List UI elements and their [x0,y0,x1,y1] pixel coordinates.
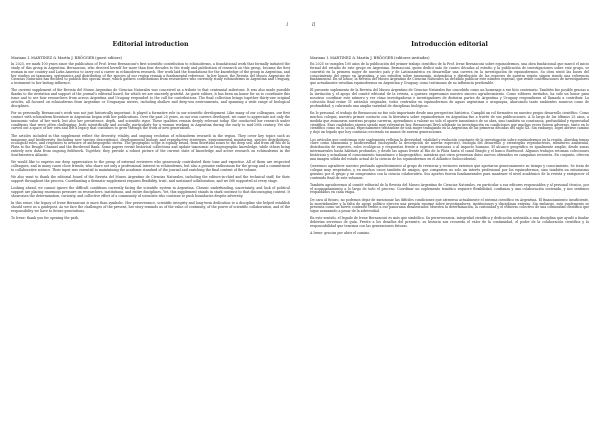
paragraph: En lo personal, el trabajo de Bernasconi no fue solo importante desde una perspectiva histórica. Cumplió un rol formativo en nuestro propio desarrollo científico. Como muchos colegas, nuestro primer contacto con la literatura sobre equinodermos en Argentina fue a través de sus publicaciones. A lo largo de los últimos 25 años, a medida que avanzaron nuestras propias carreras, aprendimos a valorar no solo el aporte taxonómico de su obra, sino también su constancia, profundidad y rigurosidad científica. Esas cualidades siguen siendo muy relevantes hoy. Bernasconi llevó adelante su investigación en condiciones que muchas veces fueron adversas, tanto en lo científico como en lo social, especialmente tratándose de una mujer trabajando en la Argentina de las primeras décadas del siglo XX. Sin embargo, logró abrirse camino y dejó un legado que hoy continúa creciendo en manos de nuevas generaciones. [310,111,589,135]
paragraph: Looking ahead, we cannot ignore the difficult conditions currently facing the scientific system in Argentina. Chronic underfunding, uncertainty, and lack of political support are placing enormous pressure on researchers, institutions, and entire disciplines. Yet, this supplement stands in stark contrast to that discouraging context. It showcases the determination, curiosity, and collective effort of a community of scientists who continue to push boundaries despite adversity. [11,186,290,198]
byline: Mariano I. MARTINEZ & Martín J. BRÖGGER (editores invitados) [310,56,430,60]
page-number: I [286,22,288,27]
byline: Mariano I. MARTINEZ & Martín J. BRÖGGER (guest editors) [11,56,122,60]
page-number: II [312,22,316,27]
paragraph: De cara al futuro, no podemos dejar de mencionar las difíciles condiciones que atraviesa actualmente el sistema científico en Argentina. El financiamiento insuficiente, la incertidumbre y la falta de apoyo político ejercen una presión enorme sobre investigadores, instituciones y disciplinas enteras. Sin embargo, este suplemento se presenta como un fuerte contraste frente a ese panorama desalentador. Muestra la determinación, la curiosidad y el esfuerzo colectivo de una comunidad científica que sigue avanzando a pesar de la adversidad. [310,197,589,214]
paragraph: En 2025 se cumplen 100 años de la publicación del primer trabajo científico de la Prof. Irene Bernasconi sobre equinodermos, una obra fundacional que marcó el inicio formal del estudio de este grupo en Argentina. Bernasconi, quien dedicó más de cuatro décadas al estudio y la publicación de investigaciones sobre este grupo, se convirtió en la primera mujer de nuestro país y de Latinoamérica en desarrollar una carrera en la investigación de equinodermos. Su obra sentó las bases del conocimiento del grupo en Argentina, y sus estudios sobre taxonomía, sistemática y distribución de las especies de nuestra región siguen siendo una referencia fundamental. En su honor, la Revista del Museo Argentino de Ciencias Naturales ha decidido publicar este número especial, que reúne contribuciones de investigadores que actualmente estudian equinodermos en Argentina y Uruguay, como testimonio de su influencia perdurable. [310,62,589,86]
paragraph: The current supplement of the Revista del Museo Argentino de Ciencias Naturales was conceived as a tribute to that centennial milestone. It was also made possible thanks to the invitation and support of the journal's editorial board, for which we are sincerely grateful. As guest editors, it has been an honor for us to coordinate this issue and to see how researchers from across Argentina and Uruguay responded to the call for contributions. The final collection brings together thirty-one original articles, all focused on echinoderms from Argentine or Uruguayan waters, including shallow and deep-sea environments, and spanning a wide range of biological disciplines. [11,88,290,108]
paragraph: We also want to thank the editorial board of the Revista del Museo Argentino de Ciencias Naturales, including the editors-in-chief and the technical staff, for their support throughout the process. Coordinating a thematic supplement requires flexibility, trust, and sustained collaboration, and we felt supported at every stage. [11,175,290,183]
paragraph: Queremos agradecer nuestro profundo agradecimiento al grupo de revisoras y revisores externos que aportaron generosamente su tiempo y conocimiento. Se trata de colegas muy respetados, y en muchos casos también de amigos, que comparten no solo un interés profesional por los equinodermos, sino también un entusiasmo genuino por el grupo y un compromiso con la ciencia colaborativa. Sus aportes fueron fundamentales para mantener el nivel académico de la revista y enriquecer el contenido final de este volumen. [310,163,589,180]
page-title: Introducción editorial [411,41,488,48]
paragraph: El presente suplemento de la Revista del Museo Argentino de Ciencias Naturales fue concebido como un homenaje a ese hito centenario. También fue posible gracias a la invitación y el apoyo del comité editorial de la revista, a quienes expresamos nuestro sincero agradecimiento. Como editores invitados, ha sido un honor para nosotros coordinar este número y ver cómo investigadoras e investigadores de distintas partes de Argentina y Uruguay respondieron al llamado a contribuir. La colección final reúne 31 artículos originales, todos centrados en equinodermos de aguas argentinas o uruguayas, abarcando tanto ambientes someros como de profundidad, y cubriendo una amplia variedad de disciplinas biológicas. [310,88,589,108]
paragraph: También agradecemos al comité editorial de la Revista del Museo Argentino de Ciencias Naturales, en particular a sus editores responsables y al personal técnico, por el acompañamiento a lo largo de todo el proceso. Coordinar un suplemento temático requiere flexibilidad, confianza y una colaboración sostenida, y nos sentimos respaldados en cada etapa. [310,182,589,195]
page-right [300,0,600,433]
paragraph: We would like to express our deep appreciation to the group of external reviewers who generously contributed their time and expertise. All of them are respected colleagues, and in many cases close friends, who share not only a professional interest in echinoderms, but also a genuine enthusiasm for the group and a commitment to collaborative science. Their input was essential to maintaining the academic standard of the journal and enriching the final content of the volume. [11,160,290,172]
paragraph: In 2025, we mark 100 years since the publication of Prof. Irene Bernasconi's first scientific contribution to echinoderms, a foundational work that formally initiated the study of this group in Argentina. Bernasconi, who devoted herself for more than four decades to the study and publication of research on this group, became the first woman in our country and Latin America to carry out a career in echinoderm research. Her work laid the foundations for the knowledge of the group in Argentina, and her studies on taxonomy, systematics and distribution of the species of our region remain a fundamental reference. In her honor, the Revista del Museo Argentino de Ciencias Naturales has decided to publish this special issue, which gathers contributions from researchers who currently study echinoderms in Argentina and Uruguay, a testament to her lasting influence. [11,62,290,86]
closing-line: To Irene: thank you for opening the path. [11,215,80,220]
page-title: Editorial introduction [112,41,189,48]
paragraph: Los artículos que conforman este suplemento reflejan la diversidad, vitalidad y evolución constante de la investigación sobre equinodermos en la región. Abordan temas clave como taxonomía y biodiversidad (incluyendo la descripción de nuevas especies), biología del desarrollo y estrategias reproductivas, monitoreo ambiental, distribución de especies, roles ecológicos y respuestas frente a especies invasoras o al impacto humano. El alcance geográfico es igualmente amplio, desde zonas intermareales hasta hábitats profundos, y desde las aguas frente al Río de la Plata hasta el canal Beagle y el banco Burdwood. Algunos trabajos retoman colecciones históricas y actualizan el conocimiento taxonómico o biogeográfico, mientras que otros presentan datos nuevos obtenidos en campañas recientes. En conjunto, ofrecen una imagen sólida del estado actual de la ciencia de los equinodermos en el Atlántico Sudoccidental. [310,137,589,161]
paragraph: The articles included in this supplement reflect the diversity, vitality, and ongoing evolution of echinoderm research in the region. They cover key topics such as taxonomy and biodiversity (including new species descriptions), developmental biology and reproductive strategies, environmental monitoring, species distributions, ecological roles, and responses to invasive or anthropogenic stress. The geographic scope is equally broad, from intertidal zones to the deep sea, and from off Río de la Plata to the Beagle Channel and the Burdwood Bank. Some papers revisit historical collections and update taxonomic or biogeographic knowledge, while others bring entirely new data from ongoing fieldwork. Together, they provide a robust picture of the current state of knowledge and active research on echinoderms in the Southwestern Atlantic. [11,133,290,157]
closing-line: A Irene: gracias por abrir el camino. [310,231,371,236]
paragraph: In this sense, the legacy of Irene Bernasconi is more than symbolic. Her perseverance, scientific integrity and long-term dedication to a discipline she helped establish should serve as a guidepost. As we face the challenges of the present, her story reminds us of the value of continuity, of the power of scientific collaboration, and of the responsibility we have to future generations. [11,201,290,213]
paragraph: En este sentido, el legado de Irene Bernasconi es más que simbólico. Su perseverancia, integridad científica y dedicación sostenida a una disciplina que ayudó a fundar deberían servirnos de guía. Frente a los desafíos del presente, su historia nos recuerda el valor de la continuidad, el poder de la colaboración científica y la responsabilidad que tenemos con las generaciones futuras. [310,216,589,229]
paragraph: For us personally, Bernasconi's work was not just historically important. It played a formative role in our scientific development. Like many of our colleagues, our first contact with echinoderm literature in Argentina began with her publications. Over the past 25 years, as our own careers developed, we came to appreciate not only the taxonomic value of her work, but also her persistence, depth, and scientific rigor. These qualities remain deeply relevant today. She conducted her research under conditions that were often challenging, both scientifically and socially, particularly for a woman working in Argentina during the early to mid-20th century. Yet she carved out a space of her own and left a legacy that continues to grow through the work of new generations. [11,111,290,131]
